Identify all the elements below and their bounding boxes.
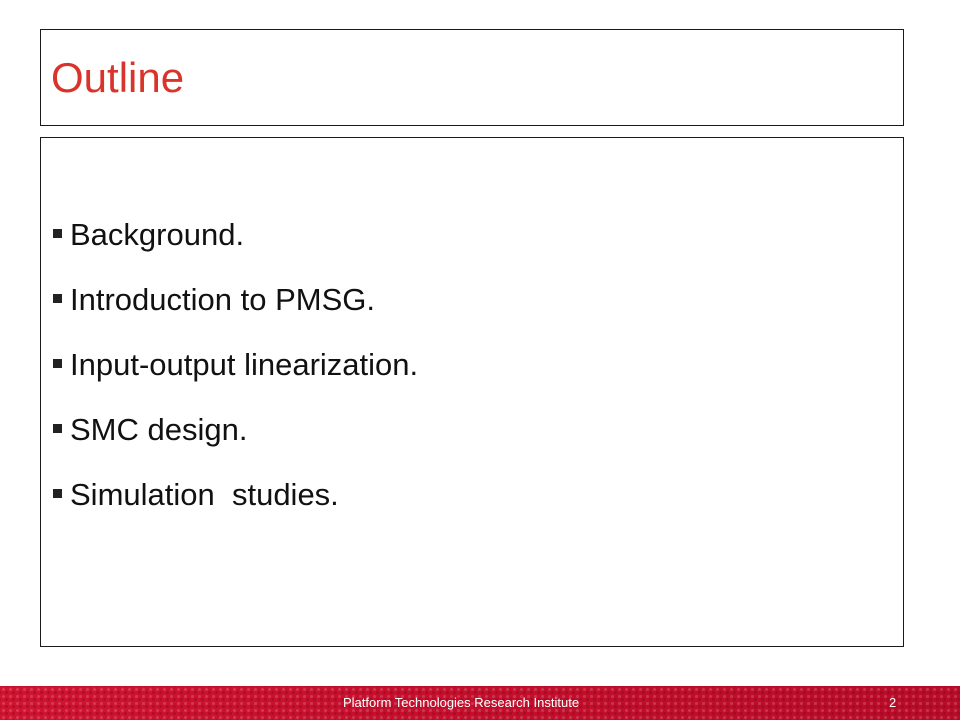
bullet-text: Simulation studies. bbox=[70, 477, 339, 512]
bullet-list bbox=[53, 218, 418, 543]
bullet-item-simulation bbox=[53, 478, 418, 512]
square-bullet-icon bbox=[53, 294, 62, 303]
square-bullet-icon bbox=[53, 359, 62, 368]
bullet-text: Input-output linearization. bbox=[70, 347, 419, 382]
square-bullet-icon bbox=[53, 229, 62, 238]
slide-title: Outline bbox=[51, 54, 185, 101]
bullet-text: Introduction to PMSG. bbox=[70, 282, 375, 317]
square-bullet-icon bbox=[53, 489, 62, 498]
content-placeholder bbox=[40, 137, 904, 647]
bullet-text: Background. bbox=[70, 217, 245, 252]
footer-band bbox=[0, 686, 960, 720]
bullet-item-pmsg bbox=[53, 283, 418, 317]
title-placeholder bbox=[40, 29, 904, 126]
bullet-text: SMC design. bbox=[70, 412, 248, 447]
footer-institute-label: Platform Technologies Research Institute bbox=[343, 695, 580, 710]
bullet-item-linearization bbox=[53, 348, 418, 382]
bullet-item-background bbox=[53, 218, 418, 252]
square-bullet-icon bbox=[53, 424, 62, 433]
slide-number: 2 bbox=[889, 695, 897, 710]
bullet-item-smc bbox=[53, 413, 418, 447]
